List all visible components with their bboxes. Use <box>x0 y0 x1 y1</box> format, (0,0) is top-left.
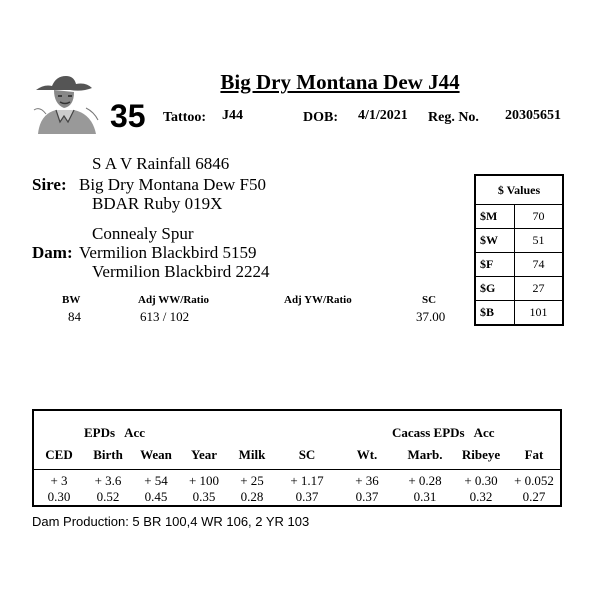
dollar-row <box>475 229 563 253</box>
epd-header: CED <box>45 447 73 462</box>
dollar-key: $B <box>475 301 515 326</box>
epd-header: Marb. <box>407 447 443 462</box>
epd-value: + 36 <box>355 473 379 488</box>
epd-accuracy: 0.52 <box>96 489 120 504</box>
carcass-epd-group-label: Cacass EPDs Acc <box>392 425 495 440</box>
epd-accuracy: 0.37 <box>295 489 319 504</box>
epd-header: Fat <box>524 447 544 462</box>
dollar-key: $W <box>475 229 515 253</box>
dollar-key: $G <box>475 277 515 301</box>
dollar-key: $F <box>475 253 515 277</box>
epd-value: + 3.6 <box>94 473 122 488</box>
dam-label: Dam: <box>32 243 73 262</box>
epd-accuracy: 0.31 <box>413 489 437 504</box>
epd-header: Wt. <box>356 447 378 462</box>
sire-sire: S A V Rainfall 6846 <box>92 154 230 173</box>
sire-dam: BDAR Ruby 019X <box>92 194 223 213</box>
dam-name: Vermilion Blackbird 5159 <box>79 243 257 262</box>
epd-accuracy: 0.35 <box>192 489 216 504</box>
cowboy-sketch-icon <box>30 70 102 136</box>
sire-label: Sire: <box>32 175 67 194</box>
sc-value: 37.00 <box>416 309 446 324</box>
tattoo-label: Tattoo: <box>163 110 207 125</box>
sc-label: SC <box>422 294 437 306</box>
epd-accuracy-row <box>34 489 560 505</box>
epd-value: + 25 <box>240 473 264 488</box>
dollar-value: 70 <box>515 205 564 229</box>
lot-number: 35 <box>110 98 146 134</box>
dollar-values-table <box>474 174 564 326</box>
dollar-row <box>475 277 563 301</box>
epd-value: + 54 <box>144 473 168 488</box>
adjww-label: Adj WW/Ratio <box>138 294 209 306</box>
epd-box <box>32 409 562 507</box>
epd-accuracy: 0.45 <box>144 489 168 504</box>
epd-header: Ribeye <box>461 447 501 462</box>
tattoo-value: J44 <box>222 108 243 123</box>
epd-value: + 100 <box>188 473 220 488</box>
epd-value: + 0.30 <box>464 473 498 488</box>
dollar-values-title: $ Values <box>475 175 563 205</box>
adjyw-label: Adj YW/Ratio <box>284 294 352 306</box>
dam-dam: Vermilion Blackbird 2224 <box>92 262 270 281</box>
epd-value: + 0.28 <box>408 473 442 488</box>
bw-label: BW <box>62 294 81 306</box>
adjww-value: 613 / 102 <box>140 309 190 324</box>
epd-accuracy: 0.30 <box>47 489 71 504</box>
dollar-row <box>475 253 563 277</box>
epd-header: Birth <box>93 447 123 462</box>
dollar-row <box>475 301 563 326</box>
dam-production: Dam Production: 5 BR 100,4 WR 106, 2 YR 103 <box>32 514 310 529</box>
epd-header: Milk <box>238 447 266 462</box>
sire-name: Big Dry Montana Dew F50 <box>79 175 266 194</box>
epd-header-row <box>34 447 560 463</box>
epd-header: Wean <box>140 447 172 462</box>
reg-label: Reg. No. <box>428 110 479 125</box>
epd-group-label: EPDs Acc <box>84 425 146 440</box>
page-title: Big Dry Montana Dew J44 <box>220 70 460 94</box>
epd-value: + 0.052 <box>514 473 554 488</box>
bw-value: 84 <box>68 309 81 324</box>
reg-value: 20305651 <box>505 108 561 123</box>
epd-header: Year <box>191 447 217 462</box>
dob-value: 4/1/2021 <box>358 108 408 123</box>
dollar-key: $M <box>475 205 515 229</box>
dollar-value: 74 <box>515 253 564 277</box>
epd-accuracy: 0.27 <box>522 489 546 504</box>
epd-accuracy: 0.37 <box>355 489 379 504</box>
dam-sire: Connealy Spur <box>92 224 194 243</box>
epd-value: + 3 <box>50 473 68 488</box>
epd-value: + 1.17 <box>290 473 324 488</box>
epd-accuracy: 0.28 <box>240 489 264 504</box>
epd-value-row <box>34 473 560 489</box>
dollar-value: 27 <box>515 277 564 301</box>
epd-accuracy: 0.32 <box>469 489 493 504</box>
dollar-row <box>475 205 563 229</box>
dollar-value: 101 <box>515 301 564 326</box>
dollar-value: 51 <box>515 229 564 253</box>
dob-label: DOB: <box>303 110 338 125</box>
epd-header: SC <box>298 447 316 462</box>
